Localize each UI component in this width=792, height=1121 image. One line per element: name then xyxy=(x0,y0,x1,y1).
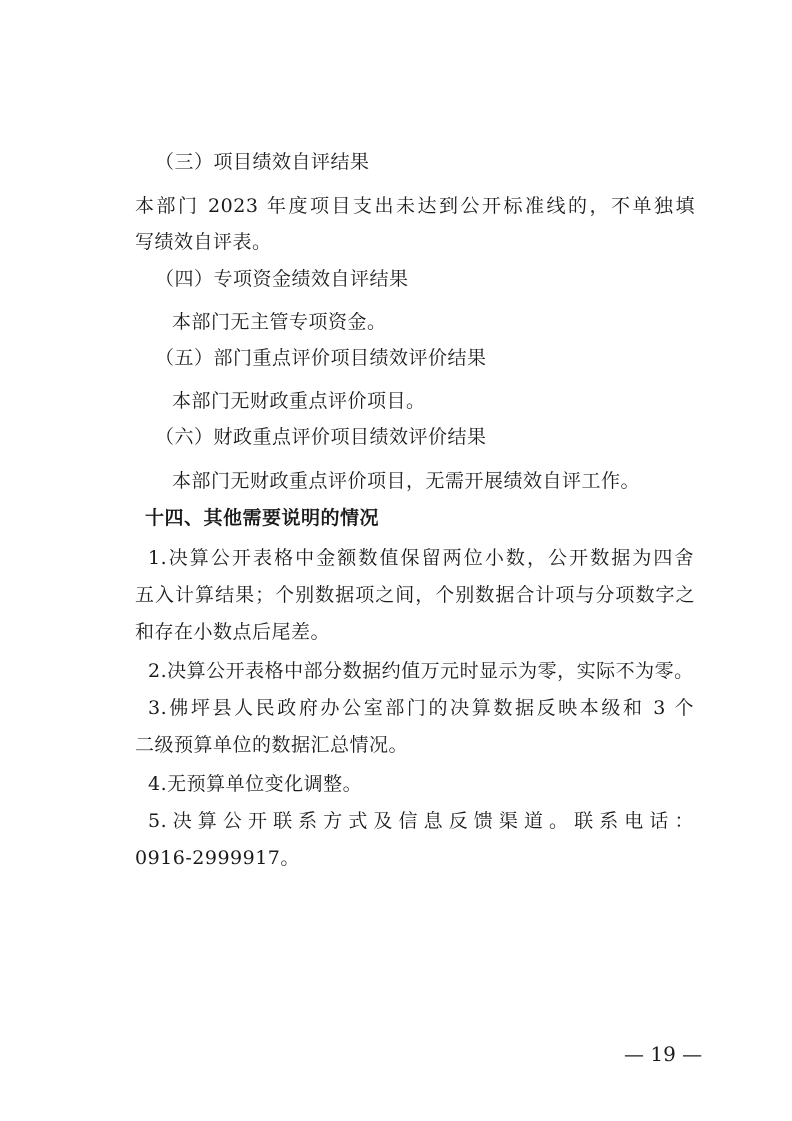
subheading-finance-key-evaluation: （六）财政重点评价项目绩效评价结果 xyxy=(155,426,487,448)
subheading-department-key-evaluation: （五）部门重点评价项目绩效评价结果 xyxy=(155,347,487,369)
paragraph-line: 写绩效自评表。 xyxy=(135,231,272,253)
paragraph-line: 4.无预算单位变化调整。 xyxy=(148,773,363,795)
paragraph-line: 0916-2999917。 xyxy=(135,847,300,869)
page-number: — 19 — xyxy=(624,1042,703,1066)
subheading-special-funds: （四）专项资金绩效自评结果 xyxy=(155,268,409,290)
paragraph-line: 五入计算结果；个别数据项之间，个别数据合计项与分项数字之 xyxy=(135,584,695,606)
paragraph-line: 本部门无财政重点评价项目，无需开展绩效自评工作。 xyxy=(172,470,641,492)
paragraph-line: 3.佛坪县人民政府办公室部门的决算数据反映本级和 3 个 xyxy=(148,697,694,719)
paragraph-line: 本部门 2023 年度项目支出未达到公开标准线的，不单独填 xyxy=(135,195,695,217)
paragraph-line: 和存在小数点后尾差。 xyxy=(135,621,331,643)
section-heading-other-notes: 十四、其他需要说明的情况 xyxy=(145,507,380,529)
paragraph-line: 二级预算单位的数据汇总情况。 xyxy=(135,734,409,756)
paragraph-line: 本部门无财政重点评价项目。 xyxy=(172,390,426,412)
paragraph-line: 本部门无主管专项资金。 xyxy=(172,311,387,333)
paragraph-line: 5.决算公开联系方式及信息反馈渠道。联系电话： xyxy=(148,810,694,832)
paragraph-line: 2.决算公开表格中部分数据约值万元时显示为零，实际不为零。 xyxy=(148,660,694,682)
subheading-project-performance: （三）项目绩效自评结果 xyxy=(155,151,370,173)
paragraph-line: 1.决算公开表格中金额数值保留两位小数，公开数据为四舍 xyxy=(148,547,694,569)
